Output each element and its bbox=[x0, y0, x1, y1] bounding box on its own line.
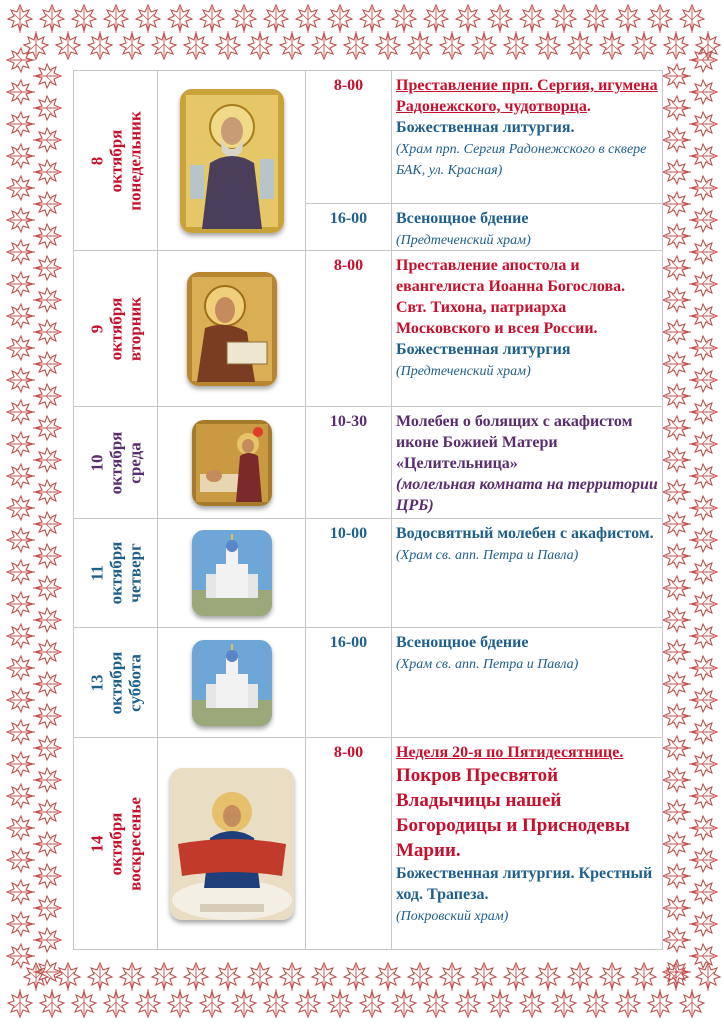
day-row-13 bbox=[74, 628, 663, 738]
maple-leaf-icon bbox=[663, 512, 691, 536]
maple-leaf-icon bbox=[600, 963, 624, 991]
day-weekday: понедельник bbox=[125, 110, 144, 211]
maple-leaf-icon bbox=[7, 176, 35, 200]
maple-leaf-icon bbox=[360, 989, 384, 1017]
maple-leaf-icon bbox=[440, 963, 464, 991]
maple-leaf-icon bbox=[312, 963, 336, 991]
maple-leaf-icon bbox=[689, 656, 717, 680]
maple-leaf-icon bbox=[689, 368, 717, 392]
maple-leaf-icon bbox=[488, 989, 512, 1017]
service-description bbox=[392, 628, 663, 738]
maple-leaf-icon bbox=[689, 144, 717, 168]
maple-leaf-icon bbox=[7, 48, 35, 72]
maple-leaf-icon bbox=[7, 464, 35, 488]
maple-leaf-icon bbox=[200, 5, 224, 33]
maple-leaf-icon bbox=[33, 384, 61, 408]
maple-leaf-icon bbox=[689, 240, 717, 264]
maple-leaf-icon bbox=[33, 768, 61, 792]
maple-leaf-icon bbox=[663, 448, 691, 472]
service-name: Водосвятный молебен с акафистом. bbox=[396, 525, 654, 542]
maple-leaf-icon bbox=[216, 963, 240, 991]
maple-leaf-icon bbox=[663, 160, 691, 184]
feast-title: Преставление прп. Сергия, игумена Радонежского, чудотворца bbox=[396, 77, 658, 115]
maple-leaf-icon bbox=[689, 944, 717, 968]
maple-leaf-icon bbox=[7, 208, 35, 232]
maple-leaf-icon bbox=[200, 989, 224, 1017]
maple-leaf-icon bbox=[33, 896, 61, 920]
maple-leaf-icon bbox=[33, 160, 61, 184]
day-weekday: вторник bbox=[125, 296, 144, 361]
maple-leaf-icon bbox=[33, 576, 61, 600]
maple-leaf-icon bbox=[689, 880, 717, 904]
maple-leaf-icon bbox=[632, 31, 656, 59]
maple-leaf-icon bbox=[663, 320, 691, 344]
maple-leaf-icon bbox=[344, 31, 368, 59]
maple-leaf-icon bbox=[663, 384, 691, 408]
day-month: октября bbox=[106, 431, 125, 494]
maple-leaf-icon bbox=[568, 963, 592, 991]
maple-leaf-icon bbox=[33, 928, 61, 952]
maple-leaf-icon bbox=[7, 496, 35, 520]
maple-leaf-icon bbox=[696, 31, 720, 59]
maple-leaf-icon bbox=[663, 64, 691, 88]
maple-leaf-icon bbox=[264, 989, 288, 1017]
icon-cell bbox=[158, 628, 306, 738]
day-date: 14 bbox=[87, 835, 106, 852]
day-month: октября bbox=[106, 129, 125, 192]
maple-leaf-icon bbox=[663, 832, 691, 856]
maple-leaf-icon bbox=[232, 5, 256, 33]
maple-leaf-icon bbox=[663, 928, 691, 952]
maple-leaf-icon bbox=[663, 800, 691, 824]
maple-leaf-icon bbox=[168, 5, 192, 33]
service-time: 8-00 bbox=[306, 71, 392, 204]
service-name: Божественная литургия. bbox=[396, 119, 575, 136]
maple-leaf-icon bbox=[689, 304, 717, 328]
maple-leaf-icon bbox=[504, 963, 528, 991]
maple-leaf-icon bbox=[7, 528, 35, 552]
maple-leaf-icon bbox=[689, 80, 717, 104]
maple-leaf-icon bbox=[104, 989, 128, 1017]
maple-leaf-icon bbox=[33, 960, 61, 984]
service-location: (Покровский храм) bbox=[396, 909, 509, 924]
day-label bbox=[87, 651, 144, 714]
maple-leaf-icon bbox=[8, 5, 32, 33]
maple-leaf-icon bbox=[104, 5, 128, 33]
maple-leaf-icon bbox=[33, 416, 61, 440]
maple-leaf-icon bbox=[456, 5, 480, 33]
maple-leaf-icon bbox=[663, 640, 691, 664]
maple-leaf-icon bbox=[392, 5, 416, 33]
maple-leaf-icon bbox=[40, 989, 64, 1017]
maple-leaf-icon bbox=[689, 432, 717, 456]
maple-leaf-icon bbox=[280, 31, 304, 59]
maple-leaf-icon bbox=[689, 176, 717, 200]
maple-leaf-icon bbox=[7, 432, 35, 456]
maple-leaf-icon bbox=[184, 963, 208, 991]
service-time: 8-00 bbox=[306, 251, 392, 407]
maple-leaf-icon bbox=[7, 944, 35, 968]
maple-leaf-icon bbox=[552, 5, 576, 33]
service-description bbox=[392, 71, 663, 204]
day-row-9 bbox=[74, 251, 663, 407]
maple-leaf-icon bbox=[33, 480, 61, 504]
maple-leaf-icon bbox=[7, 752, 35, 776]
maple-leaf-icon bbox=[33, 320, 61, 344]
day-weekday: воскресенье bbox=[125, 796, 144, 891]
service-location: (Предтеченский храм) bbox=[396, 364, 531, 379]
day-month: октября bbox=[106, 541, 125, 605]
maple-leaf-icon bbox=[520, 5, 544, 33]
icon-cell bbox=[158, 407, 306, 519]
maple-leaf-icon bbox=[488, 5, 512, 33]
maple-leaf-icon bbox=[696, 963, 720, 991]
maple-leaf-icon bbox=[664, 963, 688, 991]
maple-leaf-icon bbox=[33, 64, 61, 88]
maple-leaf-icon bbox=[552, 989, 576, 1017]
maple-leaf-icon bbox=[72, 5, 96, 33]
maple-leaf-icon bbox=[7, 400, 35, 424]
maple-leaf-icon bbox=[33, 832, 61, 856]
day-month: октября bbox=[106, 812, 125, 875]
maple-leaf-icon bbox=[663, 608, 691, 632]
service-location: (Храм св. апп. Петра и Павла) bbox=[396, 657, 579, 672]
maple-leaf-icon bbox=[689, 720, 717, 744]
maple-leaf-icon bbox=[33, 128, 61, 152]
day-label bbox=[87, 296, 144, 360]
maple-leaf-icon bbox=[248, 963, 272, 991]
feast-title: Неделя 20-я по Пятидесятнице. bbox=[396, 744, 624, 761]
maple-leaf-icon bbox=[8, 989, 32, 1017]
maple-leaf-icon bbox=[120, 31, 144, 59]
service-location: (Храм прп. Сергия Радонежского в сквере БАК, ул. Красная) bbox=[396, 142, 647, 178]
maple-leaf-icon bbox=[520, 989, 544, 1017]
day-weekday: суббота bbox=[125, 653, 144, 712]
maple-leaf-icon bbox=[33, 704, 61, 728]
maple-leaf-icon bbox=[663, 864, 691, 888]
maple-leaf-icon bbox=[33, 192, 61, 216]
saint-sergius-icon bbox=[180, 89, 284, 233]
day-weekday: среда bbox=[125, 441, 144, 484]
maple-leaf-icon bbox=[7, 912, 35, 936]
maple-leaf-icon bbox=[472, 963, 496, 991]
maple-leaf-icon bbox=[33, 672, 61, 696]
maple-leaf-icon bbox=[7, 784, 35, 808]
maple-leaf-icon bbox=[568, 31, 592, 59]
service-name: Божественная литургия bbox=[396, 341, 571, 358]
maple-leaf-icon bbox=[689, 784, 717, 808]
maple-leaf-icon bbox=[33, 288, 61, 312]
maple-leaf-icon bbox=[663, 192, 691, 216]
maple-leaf-icon bbox=[584, 989, 608, 1017]
maple-leaf-icon bbox=[440, 31, 464, 59]
maple-leaf-icon bbox=[663, 672, 691, 696]
maple-leaf-icon bbox=[663, 224, 691, 248]
maple-leaf-icon bbox=[7, 560, 35, 584]
maple-leaf-icon bbox=[33, 640, 61, 664]
maple-leaf-icon bbox=[456, 989, 480, 1017]
maple-leaf-icon bbox=[664, 31, 688, 59]
service-time: 16-00 bbox=[306, 204, 392, 251]
maple-leaf-icon bbox=[632, 963, 656, 991]
maple-leaf-icon bbox=[616, 989, 640, 1017]
maple-leaf-icon bbox=[689, 464, 717, 488]
maple-leaf-icon bbox=[663, 288, 691, 312]
maple-leaf-icon bbox=[536, 963, 560, 991]
day-cell bbox=[74, 71, 158, 251]
service-name: Божественная литургия. Крестный ход. Трапеза. bbox=[396, 865, 653, 903]
service-description bbox=[392, 738, 663, 950]
feast-name: Покров Пресвятой Владычицы нашей Богородицы и Приснодевы Марии. bbox=[396, 765, 630, 861]
day-weekday: четверг bbox=[125, 543, 144, 603]
maple-leaf-icon bbox=[232, 989, 256, 1017]
service-time: 8-00 bbox=[306, 738, 392, 950]
maple-leaf-icon bbox=[7, 880, 35, 904]
service-location: (Храм св. апп. Петра и Павла) bbox=[396, 548, 579, 563]
service-description bbox=[392, 519, 663, 628]
maple-leaf-icon bbox=[136, 989, 160, 1017]
service-location: (Предтеченский храм) bbox=[396, 233, 531, 248]
maple-leaf-icon bbox=[280, 963, 304, 991]
maple-leaf-icon bbox=[7, 848, 35, 872]
maple-leaf-icon bbox=[88, 31, 112, 59]
maple-leaf-icon bbox=[296, 5, 320, 33]
maple-leaf-icon bbox=[663, 768, 691, 792]
maple-leaf-icon bbox=[7, 240, 35, 264]
maple-leaf-icon bbox=[689, 688, 717, 712]
day-label bbox=[87, 797, 144, 891]
maple-leaf-icon bbox=[663, 576, 691, 600]
maple-leaf-icon bbox=[152, 963, 176, 991]
maple-leaf-icon bbox=[663, 128, 691, 152]
maple-leaf-icon bbox=[168, 989, 192, 1017]
maple-leaf-icon bbox=[392, 989, 416, 1017]
maple-leaf-icon bbox=[648, 989, 672, 1017]
maple-leaf-icon bbox=[40, 5, 64, 33]
maple-leaf-icon bbox=[408, 31, 432, 59]
maple-leaf-icon bbox=[680, 989, 704, 1017]
maple-leaf-icon bbox=[33, 800, 61, 824]
day-label bbox=[87, 111, 144, 210]
maple-leaf-icon bbox=[7, 272, 35, 296]
maple-leaf-icon bbox=[663, 704, 691, 728]
day-row-8 bbox=[74, 71, 663, 204]
maple-leaf-icon bbox=[7, 656, 35, 680]
maple-leaf-icon bbox=[248, 31, 272, 59]
church-photo-icon bbox=[192, 640, 272, 726]
maple-leaf-icon bbox=[360, 5, 384, 33]
maple-leaf-icon bbox=[24, 963, 48, 991]
feast-title: Преставление апостола и евангелиста Иоанна Богослова. Свт. Тихона, патриарха Московского и всея России. bbox=[396, 257, 626, 337]
maple-leaf-icon bbox=[689, 400, 717, 424]
day-row-10 bbox=[74, 407, 663, 519]
maple-leaf-icon bbox=[689, 752, 717, 776]
day-row-11 bbox=[74, 519, 663, 628]
maple-leaf-icon bbox=[424, 989, 448, 1017]
maple-leaf-icon bbox=[663, 480, 691, 504]
maple-leaf-icon bbox=[689, 208, 717, 232]
maple-leaf-icon bbox=[663, 960, 691, 984]
day-row-14 bbox=[74, 738, 663, 950]
day-month: октября bbox=[106, 297, 125, 360]
maple-leaf-icon bbox=[312, 31, 336, 59]
day-date: 8 bbox=[87, 156, 106, 165]
maple-leaf-icon bbox=[7, 624, 35, 648]
maple-leaf-icon bbox=[689, 816, 717, 840]
maple-leaf-icon bbox=[680, 5, 704, 33]
maple-leaf-icon bbox=[33, 448, 61, 472]
day-cell bbox=[74, 407, 158, 519]
maple-leaf-icon bbox=[376, 31, 400, 59]
day-cell bbox=[74, 251, 158, 407]
day-label bbox=[87, 542, 144, 605]
maple-leaf-icon bbox=[328, 989, 352, 1017]
maple-leaf-icon bbox=[328, 5, 352, 33]
day-date: 13 bbox=[87, 674, 106, 691]
day-date: 10 bbox=[87, 454, 106, 471]
intercession-icon bbox=[170, 768, 294, 920]
maple-leaf-icon bbox=[689, 560, 717, 584]
maple-leaf-icon bbox=[33, 96, 61, 120]
maple-leaf-icon bbox=[296, 989, 320, 1017]
maple-leaf-icon bbox=[689, 624, 717, 648]
schedule-table bbox=[73, 70, 663, 950]
service-description bbox=[392, 407, 663, 519]
maple-leaf-icon bbox=[376, 963, 400, 991]
service-time: 10-00 bbox=[306, 519, 392, 628]
day-date: 11 bbox=[87, 564, 106, 582]
maple-leaf-icon bbox=[344, 963, 368, 991]
maple-leaf-icon bbox=[72, 989, 96, 1017]
maple-leaf-icon bbox=[33, 256, 61, 280]
maple-leaf-icon bbox=[33, 544, 61, 568]
maple-leaf-icon bbox=[7, 144, 35, 168]
maple-leaf-icon bbox=[689, 848, 717, 872]
day-cell bbox=[74, 628, 158, 738]
service-time: 16-00 bbox=[306, 628, 392, 738]
maple-leaf-icon bbox=[7, 592, 35, 616]
maple-leaf-icon bbox=[408, 963, 432, 991]
day-month: октября bbox=[106, 651, 125, 714]
maple-leaf-icon bbox=[663, 352, 691, 376]
maple-leaf-icon bbox=[689, 336, 717, 360]
day-date: 9 bbox=[87, 324, 106, 333]
maple-leaf-icon bbox=[33, 736, 61, 760]
maple-leaf-icon bbox=[663, 896, 691, 920]
service-name: Всенощное бдение bbox=[396, 210, 529, 227]
service-time: 10-30 bbox=[306, 407, 392, 519]
service-description bbox=[392, 204, 663, 251]
service-location: (молельная комната на территории ЦРБ) bbox=[396, 476, 658, 514]
maple-leaf-icon bbox=[648, 5, 672, 33]
maple-leaf-icon bbox=[33, 224, 61, 248]
maple-leaf-icon bbox=[584, 5, 608, 33]
maple-leaf-icon bbox=[184, 31, 208, 59]
maple-leaf-icon bbox=[689, 272, 717, 296]
maple-leaf-icon bbox=[600, 31, 624, 59]
maple-leaf-icon bbox=[216, 31, 240, 59]
theotokos-healer-icon bbox=[192, 420, 272, 506]
maple-leaf-icon bbox=[689, 48, 717, 72]
feast-title-period: . bbox=[586, 98, 591, 115]
maple-leaf-icon bbox=[7, 816, 35, 840]
icon-cell bbox=[158, 71, 306, 251]
maple-leaf-icon bbox=[616, 5, 640, 33]
maple-leaf-icon bbox=[136, 5, 160, 33]
maple-leaf-icon bbox=[504, 31, 528, 59]
service-description bbox=[392, 251, 663, 407]
maple-leaf-icon bbox=[33, 512, 61, 536]
maple-leaf-icon bbox=[689, 592, 717, 616]
maple-leaf-icon bbox=[7, 368, 35, 392]
maple-leaf-icon bbox=[120, 963, 144, 991]
icon-cell bbox=[158, 251, 306, 407]
maple-leaf-icon bbox=[33, 864, 61, 888]
maple-leaf-icon bbox=[663, 736, 691, 760]
maple-leaf-icon bbox=[663, 96, 691, 120]
maple-leaf-icon bbox=[33, 608, 61, 632]
church-photo-icon bbox=[192, 530, 272, 616]
maple-leaf-icon bbox=[7, 304, 35, 328]
maple-leaf-icon bbox=[689, 912, 717, 936]
maple-leaf-icon bbox=[689, 112, 717, 136]
apostle-john-icon bbox=[187, 272, 277, 386]
service-name: Молебен о болящих с акафистом иконе Божией Матери «Целительница» bbox=[396, 413, 633, 472]
maple-leaf-icon bbox=[7, 720, 35, 744]
maple-leaf-icon bbox=[7, 688, 35, 712]
maple-leaf-icon bbox=[663, 256, 691, 280]
maple-leaf-icon bbox=[88, 963, 112, 991]
maple-leaf-icon bbox=[689, 528, 717, 552]
maple-leaf-icon bbox=[7, 336, 35, 360]
maple-leaf-icon bbox=[663, 544, 691, 568]
day-cell bbox=[74, 519, 158, 628]
maple-leaf-icon bbox=[472, 31, 496, 59]
service-name: Всенощное бдение bbox=[396, 634, 529, 651]
maple-leaf-icon bbox=[689, 496, 717, 520]
icon-cell bbox=[158, 519, 306, 628]
icon-cell bbox=[158, 738, 306, 950]
maple-leaf-icon bbox=[7, 112, 35, 136]
maple-leaf-icon bbox=[56, 963, 80, 991]
day-label bbox=[87, 431, 144, 494]
maple-leaf-icon bbox=[264, 5, 288, 33]
maple-leaf-icon bbox=[152, 31, 176, 59]
day-cell bbox=[74, 738, 158, 950]
maple-leaf-icon bbox=[424, 5, 448, 33]
maple-leaf-icon bbox=[33, 352, 61, 376]
maple-leaf-icon bbox=[663, 416, 691, 440]
maple-leaf-icon bbox=[7, 80, 35, 104]
maple-leaf-icon bbox=[536, 31, 560, 59]
maple-leaf-icon bbox=[56, 31, 80, 59]
